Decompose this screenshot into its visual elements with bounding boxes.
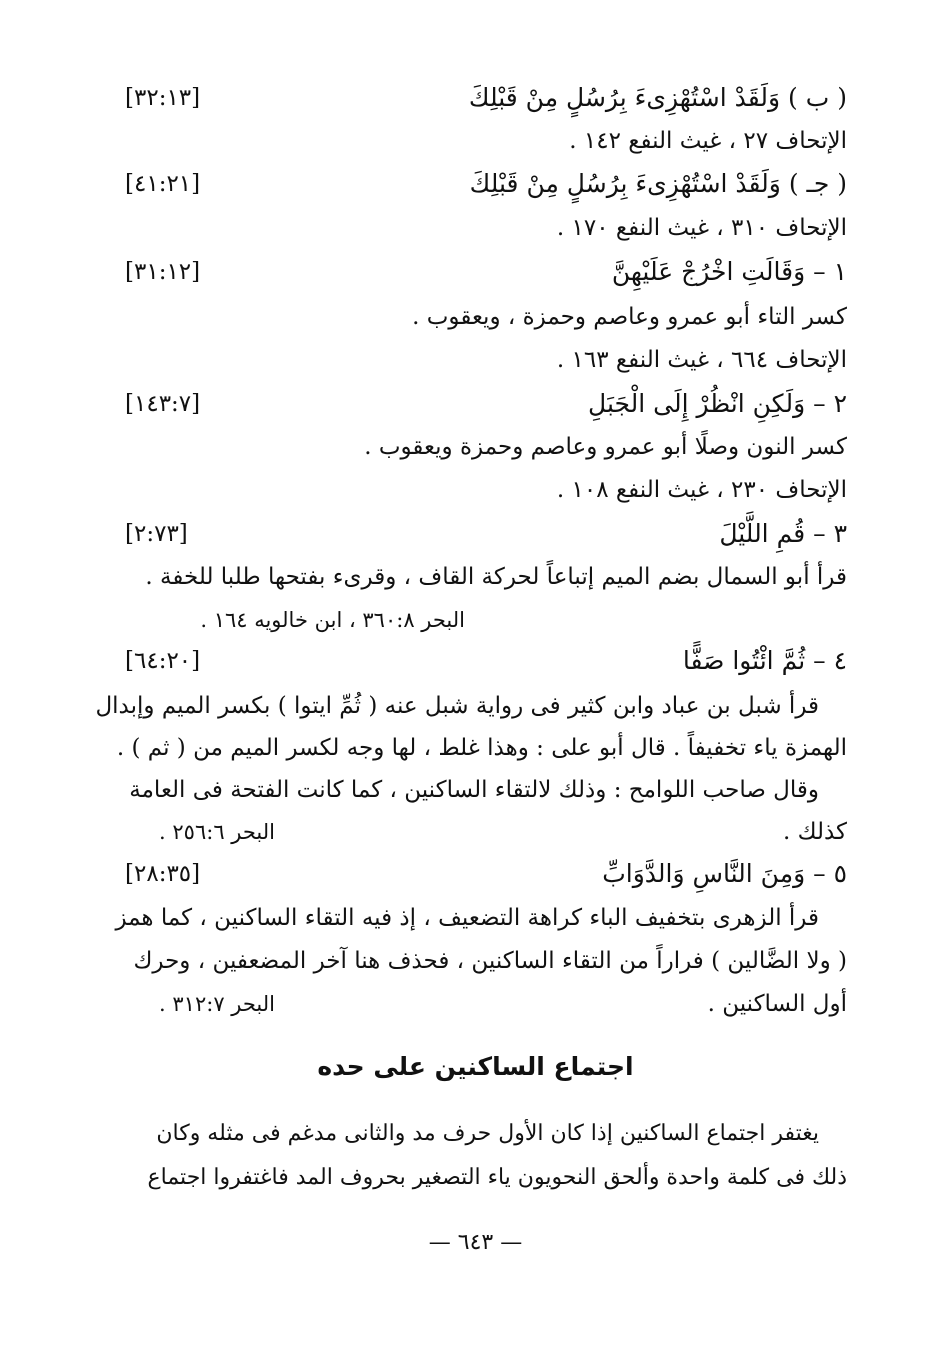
note-line-5b <box>125 941 847 981</box>
note-text: قرأ شبل بن عباد وابن كثير فى رواية شبل عنه ( ثُمِّ ايتوا ) بكسر الميم وإبدال <box>95 693 819 719</box>
body-line-1 <box>125 1114 847 1154</box>
verse-line-b <box>125 78 847 118</box>
verse-text: ١ – وَقَالَتِ اخْرُجْ عَلَيْهِنَّ <box>611 257 847 286</box>
verse-text: ٤ – ثُمَّ ائْتُوا صَفًّا <box>682 646 847 675</box>
verse-text: ٢ – وَلَكِنِ انْظُرْ إِلَى الْجَبَلِ <box>588 389 847 418</box>
note-line-5a <box>115 898 847 938</box>
verse-reference: [٢٨:٣٥] <box>125 861 201 887</box>
verse-reference: [١٤٣:٧] <box>125 391 201 417</box>
note-line-4b <box>116 728 847 768</box>
verse-line-2 <box>125 384 847 424</box>
verse-reference: [٤١:٢١] <box>125 171 201 197</box>
verse-text: ( ب ) وَلَقَدْ اسْتُهْزِىءَ بِرُسُلٍ مِنْ قَبْلِكَ <box>468 83 847 112</box>
note-text: وقال صاحب اللوامح : وذلك لالتقاء الساكنين ، كما كانت الفتحة فى العامة <box>129 777 819 803</box>
note-line-1 <box>125 297 847 337</box>
section-title: اجتماع الساكنين على حده <box>317 1052 634 1081</box>
body-line-2 <box>125 1158 847 1198</box>
verse-line-4 <box>125 641 847 681</box>
verse-reference: [٣١:١٢] <box>125 259 201 285</box>
body-text: ذلك فى كلمة واحدة وألحق النحويون ياء التصغير بحروف المد فاغتفروا اجتماع <box>147 1165 847 1190</box>
verse-text: ٥ – وَمِنَ النَّاسِ وَالدَّوَابِّ <box>602 859 847 888</box>
note-text: قرأ أبو السمال بضم الميم إتباعاً لحركة القاف ، وقرىء بفتحها طلبا للخفة . <box>145 564 847 590</box>
note-line-3 <box>125 557 847 597</box>
note-text: الهمزة ياء تخفيفاً . قال أبو على : وهذا غلط ، لها وجه لكسر الميم من ( ثم ) . <box>116 735 847 761</box>
page-number: — ٦٤٣ — <box>428 1230 523 1255</box>
note-text: كذلك . <box>782 819 847 845</box>
note-text: كسر النون وصلًا أبو عمرو وعاصم وحمزة ويعقوب . <box>364 434 847 460</box>
verse-line-5 <box>125 854 847 894</box>
source-line-j <box>125 208 847 248</box>
verse-line-3 <box>125 514 847 554</box>
source-citation: الإتحاف ٢٧ ، غيث النفع ١٤٢ . <box>569 128 847 154</box>
note-line-4a <box>95 686 847 726</box>
source-citation: الإتحاف ٢٣٠ ، غيث النفع ١٠٨ . <box>556 477 847 503</box>
note-line-4d <box>125 812 847 852</box>
source-citation: البحر ٢٥٦:٦ . <box>159 820 275 844</box>
source-citation: الإتحاف ٦٦٤ ، غيث النفع ١٦٣ . <box>556 347 847 373</box>
source-citation: البحر ٣٦٠:٨ ، ابن خالويه ١٦٤ . <box>200 608 465 632</box>
source-line-b <box>125 121 847 161</box>
verse-text: ٣ – قُمِ اللَّيْلَ <box>719 519 847 548</box>
note-text: قرأ الزهرى بتخفيف الباء كراهة التضعيف ، إذ فيه التقاء الساكنين ، كما همز <box>115 905 819 931</box>
note-line-4c <box>125 770 847 810</box>
note-line-2 <box>125 427 847 467</box>
verse-reference: [٦٤:٢٠] <box>125 648 201 674</box>
verse-reference: [٢:٧٣] <box>125 521 188 547</box>
verse-text: ( جـ ) وَلَقَدْ اسْتُهْزِىءَ بِرُسُلٍ مِنْ قَبْلِكَ <box>469 169 847 198</box>
verse-line-j <box>125 164 847 204</box>
body-text: يغتفر اجتماع الساكنين إذا كان الأول حرف مد والثانى مدغم فى مثله وكان <box>156 1121 819 1146</box>
source-line-3 <box>125 600 847 640</box>
note-text: كسر التاء أبو عمرو وعاصم وحمزة ، ويعقوب . <box>412 304 847 330</box>
source-citation: الإتحاف ٣١٠ ، غيث النفع ١٧٠ . <box>556 215 847 241</box>
note-line-5c <box>125 984 847 1024</box>
note-text: أول الساكنين . <box>707 991 847 1017</box>
source-citation: البحر ٣١٢:٧ . <box>159 992 275 1016</box>
source-line-1 <box>125 340 847 380</box>
source-line-2 <box>125 470 847 510</box>
verse-line-1 <box>125 252 847 292</box>
verse-reference: [٣٢:١٣] <box>125 85 201 111</box>
note-text: ( ولا الضَّالين ) فراراً من التقاء الساكنين ، فحذف هنا آخر المضعفين ، وحرك <box>133 948 847 974</box>
